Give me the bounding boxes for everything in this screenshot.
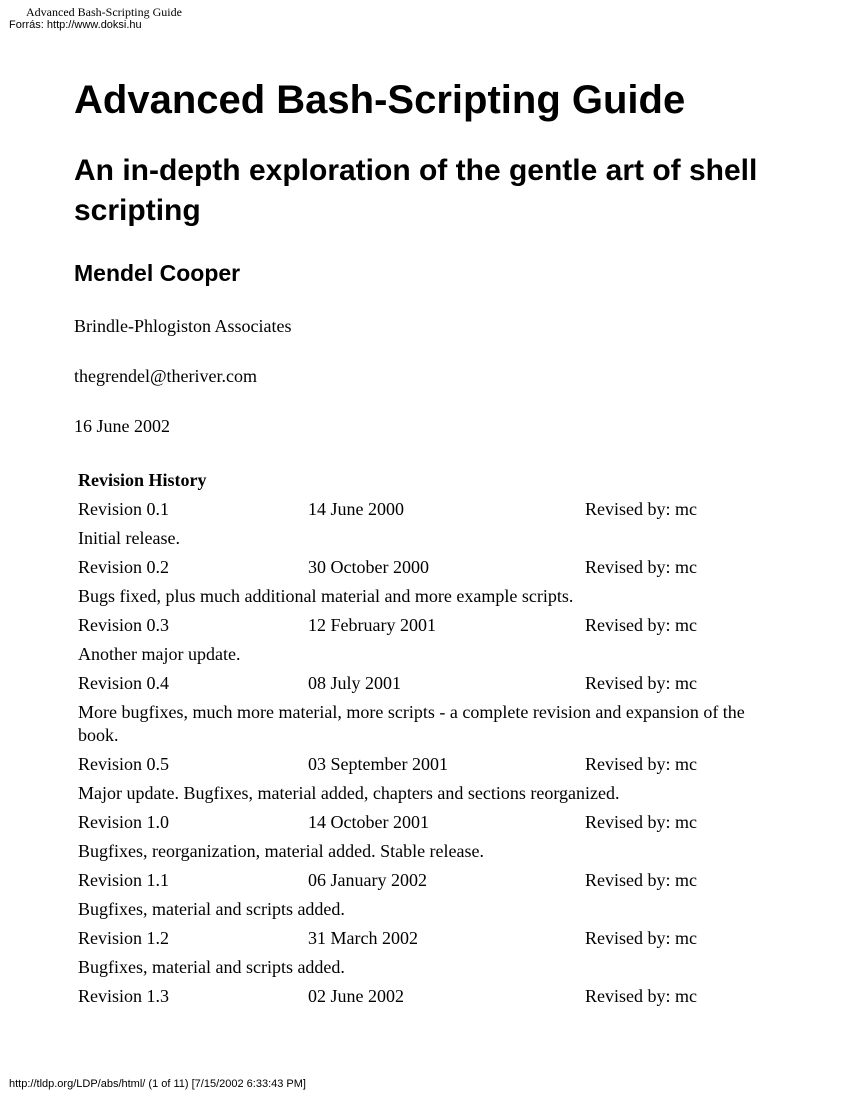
revision-history (78, 468, 778, 1010)
revision-number: Revision 0.1 (78, 499, 170, 519)
revision-author: Revised by: mc (585, 557, 697, 577)
revision-description: Initial release. (78, 528, 180, 548)
revision-row (78, 749, 778, 778)
revision-row (78, 865, 778, 894)
revision-description: More bugfixes, much more material, more scripts - a complete revision and expansion of the book. (78, 702, 745, 745)
document-title: Advanced Bash-Scripting Guide (74, 78, 686, 122)
revision-history-heading: Revision History (78, 470, 207, 490)
author-affiliation: Brindle-Phlogiston Associates (74, 316, 292, 336)
publication-date: 16 June 2002 (74, 416, 170, 436)
revision-row (78, 923, 778, 952)
print-header-title: Advanced Bash-Scripting Guide (26, 5, 182, 19)
revision-number: Revision 0.2 (78, 557, 170, 577)
revision-number: Revision 0.3 (78, 615, 170, 635)
revision-author: Revised by: mc (585, 870, 697, 890)
revision-number: Revision 1.2 (78, 928, 170, 948)
author-name: Mendel Cooper (74, 260, 241, 286)
revision-row (78, 494, 778, 523)
revision-date: 06 January 2002 (308, 870, 427, 890)
revision-description: Major update. Bugfixes, material added, chapters and sections reorganized. (78, 783, 620, 803)
revision-author: Revised by: mc (585, 928, 697, 948)
revision-description: Bugfixes, reorganization, material added. Stable release. (78, 841, 485, 861)
revision-author: Revised by: mc (585, 499, 697, 519)
revision-number: Revision 1.1 (78, 870, 170, 890)
revision-number: Revision 0.5 (78, 754, 170, 774)
revision-description: Bugfixes, material and scripts added. (78, 899, 345, 919)
revision-author: Revised by: mc (585, 812, 697, 832)
revision-date: 30 October 2000 (308, 557, 429, 577)
revision-description: Bugs fixed, plus much additional material and more example scripts. (78, 586, 574, 606)
revision-date: 08 July 2001 (308, 673, 402, 693)
print-header-source: Forrás: http://www.doksi.hu (9, 19, 142, 31)
revision-date: 03 September 2001 (308, 754, 448, 774)
revision-author: Revised by: mc (585, 615, 697, 635)
revision-row (78, 807, 778, 836)
revision-number: Revision 1.0 (78, 812, 170, 832)
revision-description: Bugfixes, material and scripts added. (78, 957, 345, 977)
revision-date: 14 October 2001 (308, 812, 429, 832)
revision-date: 31 March 2002 (308, 928, 418, 948)
revision-row (78, 668, 778, 697)
author-email: thegrendel@theriver.com (74, 366, 258, 386)
revision-author: Revised by: mc (585, 673, 697, 693)
revision-date: 02 June 2002 (308, 986, 404, 1006)
revision-row (78, 981, 778, 1010)
revision-author: Revised by: mc (585, 986, 697, 1006)
document-subtitle: An in-depth exploration of the gentle art of shell scripting (74, 154, 758, 227)
revision-description: Another major update. (78, 644, 241, 664)
revision-date: 14 June 2000 (308, 499, 404, 519)
revision-author: Revised by: mc (585, 754, 697, 774)
revision-row (78, 610, 778, 639)
print-footer: http://tldp.org/LDP/abs/html/ (1 of 11) [7/15/2002 6:33:43 PM] (9, 1078, 306, 1090)
revision-number: Revision 0.4 (78, 673, 170, 693)
revision-list (78, 494, 778, 1010)
revision-row (78, 552, 778, 581)
revision-number: Revision 1.3 (78, 986, 170, 1006)
revision-date: 12 February 2001 (308, 615, 436, 635)
